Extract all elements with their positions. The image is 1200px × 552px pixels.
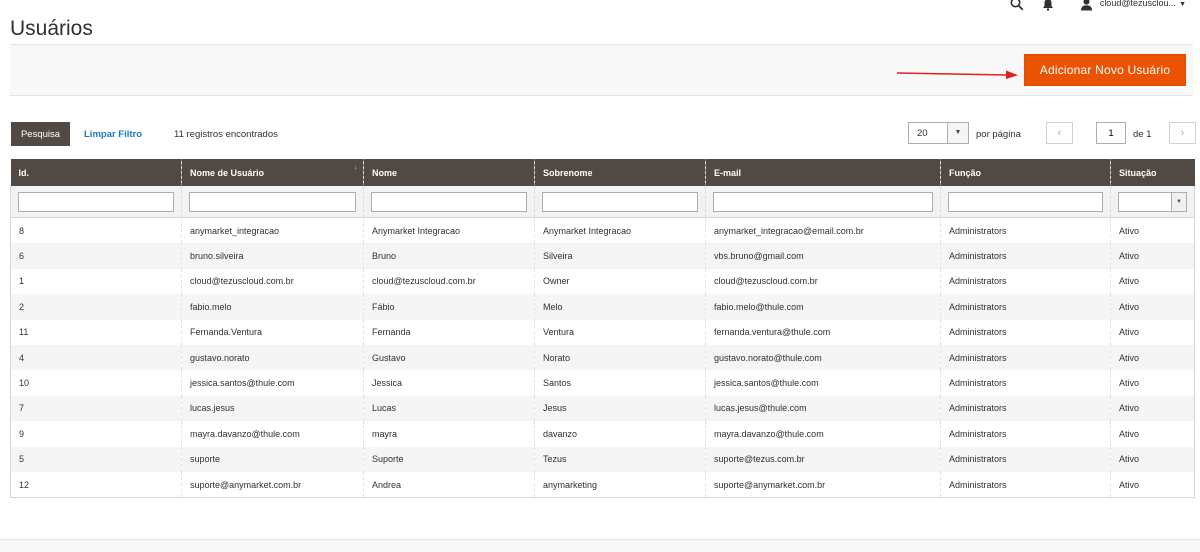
cell-name: Andrea: [364, 472, 535, 498]
column-header-email[interactable]: E-mail: [706, 159, 941, 186]
cell-username: fabio.melo: [182, 294, 364, 319]
cell-surname: Silveira: [535, 243, 706, 268]
cell-id: 1: [11, 269, 182, 294]
column-header-id[interactable]: Id.: [11, 159, 182, 186]
table-row[interactable]: [11, 345, 1195, 370]
table-row[interactable]: [11, 320, 1195, 345]
filter-username-input[interactable]: [189, 192, 356, 212]
cell-username: anymarket_integracao: [182, 218, 364, 244]
cell-id: 7: [11, 396, 182, 421]
cell-role: Administrators: [941, 447, 1111, 472]
cell-username: Fernanda.Ventura: [182, 320, 364, 345]
cell-email: gustavo.norato@thule.com: [706, 345, 941, 370]
cell-username: bruno.silveira: [182, 243, 364, 268]
column-header-role[interactable]: Função: [941, 159, 1111, 186]
cell-email: jessica.santos@thule.com: [706, 370, 941, 395]
cell-username: lucas.jesus: [182, 396, 364, 421]
table-row[interactable]: [11, 218, 1195, 244]
cell-surname: anymarketing: [535, 472, 706, 498]
chevron-down-icon[interactable]: ▼: [1179, 1, 1186, 8]
filter-surname-input[interactable]: [542, 192, 698, 212]
next-page-button[interactable]: ›: [1169, 122, 1196, 144]
column-header-status[interactable]: Situação: [1111, 159, 1195, 186]
cell-surname: Melo: [535, 294, 706, 319]
column-header-label: Nome de Usuário: [190, 167, 265, 178]
cell-surname: Tezus: [535, 447, 706, 472]
cell-status: Ativo: [1111, 370, 1195, 395]
table-row[interactable]: [11, 421, 1195, 446]
cell-id: 11: [11, 320, 182, 345]
cell-id: 10: [11, 370, 182, 395]
cell-role: Administrators: [941, 294, 1111, 319]
chevron-down-icon[interactable]: ▼: [1171, 193, 1186, 211]
cell-name: Fernanda: [364, 320, 535, 345]
cell-name: Anymarket Integracao: [364, 218, 535, 244]
table-row[interactable]: [11, 294, 1195, 319]
cell-username: mayra.davanzo@thule.com: [182, 421, 364, 446]
column-header-name[interactable]: Nome: [364, 159, 535, 186]
cell-email: suporte@anymarket.com.br: [706, 472, 941, 498]
cell-email: suporte@tezus.com.br: [706, 447, 941, 472]
grid-toolbar: [10, 122, 1195, 146]
red-arrow-annotation: [897, 68, 1019, 80]
chevron-down-icon[interactable]: ▼: [947, 122, 969, 144]
cell-status: Ativo: [1111, 218, 1195, 244]
cell-surname: Anymarket Integracao: [535, 218, 706, 244]
table-row[interactable]: [11, 472, 1195, 498]
cell-name: Fábio: [364, 294, 535, 319]
records-count: 11 registros encontrados: [174, 129, 278, 140]
cell-email: lucas.jesus@thule.com: [706, 396, 941, 421]
column-header-username[interactable]: [182, 159, 364, 186]
per-page-label: por página: [976, 129, 1021, 140]
filter-email-input[interactable]: [713, 192, 933, 212]
table-row[interactable]: [11, 370, 1195, 395]
cell-username: suporte: [182, 447, 364, 472]
cell-email: fabio.melo@thule.com: [706, 294, 941, 319]
user-icon[interactable]: [1079, 0, 1093, 11]
table-row[interactable]: [11, 447, 1195, 472]
filter-role-input[interactable]: [948, 192, 1103, 212]
cell-status: Ativo: [1111, 243, 1195, 268]
cell-surname: Ventura: [535, 320, 706, 345]
cell-email: mayra.davanzo@thule.com: [706, 421, 941, 446]
cell-surname: Jesus: [535, 396, 706, 421]
cell-surname: davanzo: [535, 421, 706, 446]
cell-name: Jessica: [364, 370, 535, 395]
cell-surname: Santos: [535, 370, 706, 395]
cell-id: 5: [11, 447, 182, 472]
cell-username: cloud@tezuscloud.com.br: [182, 269, 364, 294]
cell-name: Lucas: [364, 396, 535, 421]
add-new-user-button[interactable]: Adicionar Novo Usuário: [1024, 54, 1186, 86]
users-grid: [10, 159, 1195, 498]
table-row[interactable]: [11, 243, 1195, 268]
cell-name: Suporte: [364, 447, 535, 472]
cell-status: Ativo: [1111, 269, 1195, 294]
cell-id: 6: [11, 243, 182, 268]
cell-name: mayra: [364, 421, 535, 446]
cell-status: Ativo: [1111, 421, 1195, 446]
grid-header-row: [11, 159, 1195, 186]
cell-role: Administrators: [941, 243, 1111, 268]
cell-surname: Norato: [535, 345, 706, 370]
cell-id: 2: [11, 294, 182, 319]
filter-id-input[interactable]: [18, 192, 174, 212]
search-icon[interactable]: [1010, 0, 1024, 11]
filter-name-input[interactable]: [371, 192, 527, 212]
page-number-input[interactable]: [1096, 122, 1126, 144]
cell-id: 8: [11, 218, 182, 244]
cell-role: Administrators: [941, 396, 1111, 421]
cell-username: suporte@anymarket.com.br: [182, 472, 364, 498]
cell-email: anymarket_integracao@email.com.br: [706, 218, 941, 244]
bell-icon[interactable]: [1041, 0, 1055, 11]
column-header-surname[interactable]: Sobrenome: [535, 159, 706, 186]
cell-name: Bruno: [364, 243, 535, 268]
cell-role: Administrators: [941, 345, 1111, 370]
cell-email: cloud@tezuscloud.com.br: [706, 269, 941, 294]
cell-role: Administrators: [941, 320, 1111, 345]
cell-role: Administrators: [941, 269, 1111, 294]
cell-status: Ativo: [1111, 345, 1195, 370]
filter-status-select[interactable]: [1118, 192, 1187, 212]
account-username[interactable]: cloud@tezusclou...: [1099, 0, 1176, 8]
cell-status: Ativo: [1111, 320, 1195, 345]
cell-role: Administrators: [941, 370, 1111, 395]
page-total: de 1: [1133, 129, 1152, 140]
cell-email: vbs.bruno@gmail.com: [706, 243, 941, 268]
table-row[interactable]: [11, 269, 1195, 294]
previous-page-button[interactable]: ‹: [1046, 122, 1073, 144]
cell-role: Administrators: [941, 472, 1111, 498]
cell-surname: Owner: [535, 269, 706, 294]
cell-id: 4: [11, 345, 182, 370]
table-row[interactable]: [11, 396, 1195, 421]
cell-id: 12: [11, 472, 182, 498]
filter-row: [11, 186, 1195, 218]
cell-role: Administrators: [941, 218, 1111, 244]
cell-role: Administrators: [941, 421, 1111, 446]
cell-email: fernanda.ventura@thule.com: [706, 320, 941, 345]
cell-status: Ativo: [1111, 396, 1195, 421]
search-button[interactable]: Pesquisa: [11, 122, 70, 146]
cell-username: gustavo.norato: [182, 345, 364, 370]
page-footer: [0, 539, 1200, 552]
cell-status: Ativo: [1111, 294, 1195, 319]
page-title: Usuários: [10, 17, 93, 41]
cell-id: 9: [11, 421, 182, 446]
cell-status: Ativo: [1111, 472, 1195, 498]
sort-arrow-icon: ↓: [354, 165, 357, 171]
cell-name: Gustavo: [364, 345, 535, 370]
cell-name: cloud@tezuscloud.com.br: [364, 269, 535, 294]
cell-status: Ativo: [1111, 447, 1195, 472]
cell-username: jessica.santos@thule.com: [182, 370, 364, 395]
clear-filter-link[interactable]: Limpar Filtro: [84, 129, 143, 140]
per-page-select[interactable]: 20: [908, 122, 948, 144]
